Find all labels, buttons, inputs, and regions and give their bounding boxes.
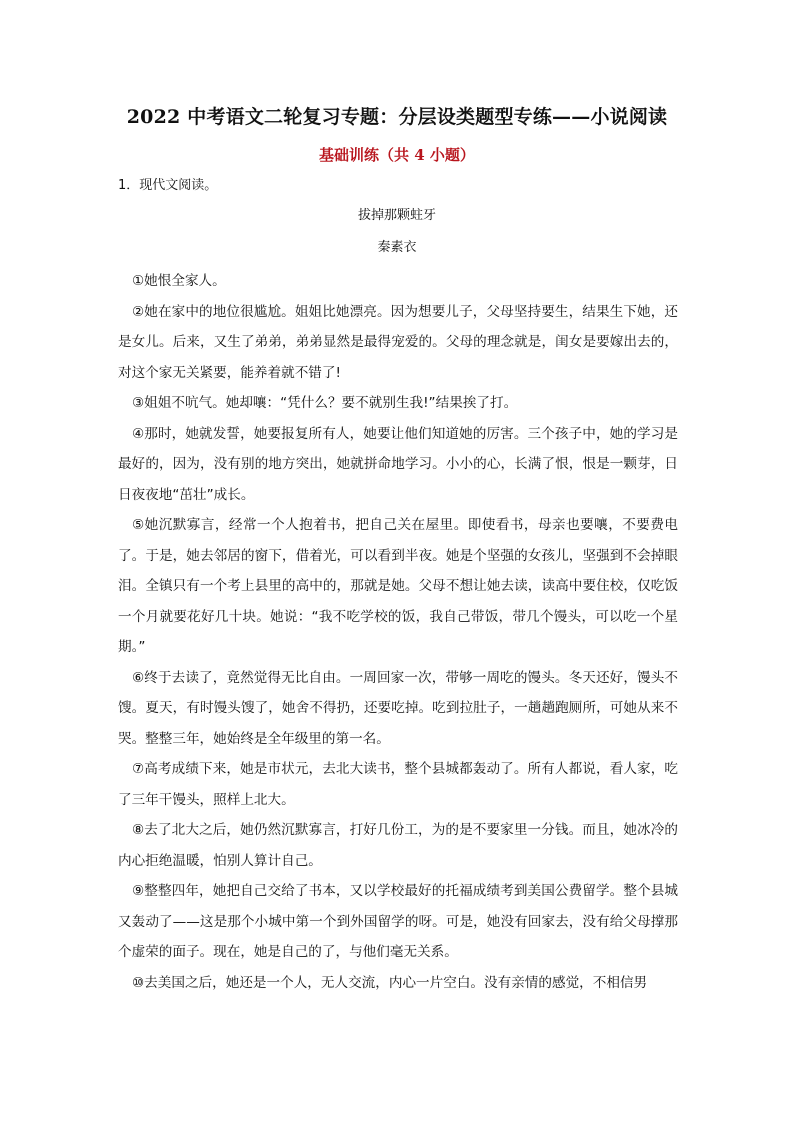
paragraph: ②她在家中的地位很尴尬。姐姐比她漂亮。因为想要儿子，父母坚持要生，结果生下她，还是女儿。后来，又生了弟弟，弟弟显然是最得宠爱的。父母的理念就是，闺女是要嫁出去的，对这个家无关紧要，能养着就不错了! — [118, 303, 678, 381]
document-subtitle: 基础训练（共 4 小题） — [319, 146, 475, 164]
paragraph: ④那时，她就发誓，她要报复所有人，她要让他们知道她的厉害。三个孩子中，她的学习是最好的，因为，没有别的地方突出，她就拼命地学习。小小的心，长满了恨，恨是一颗芽，日日夜夜地“茁壮”成长。 — [118, 425, 678, 503]
article-body — [118, 266, 678, 998]
paragraph: ⑤她沉默寡言，经常一个人抱着书，把自己关在屋里。即使看书，母亲也要嚷，不要费电了。于是，她去邻居的窗下，借着光，可以看到半夜。她是个坚强的女孩儿，坚强到不会掉眼泪。全镇只有一个考上县里的高中的，那就是她。父母不想让她去读，读高中要住校，仅吃饭一个月就要花好几十块。她说：“我不吃学校的饭，我自己带饭，带几个馒头，可以吃一个星期。” — [118, 517, 678, 655]
article-author: 秦素衣 — [377, 240, 417, 255]
article-title: 拔掉那颗蛀牙 — [357, 208, 436, 223]
paragraph: ⑥终于去读了，竟然觉得无比自由。一周回家一次，带够一周吃的馒头。冬天还好，馒头不馊。夏天，有时馒头馊了，她舍不得扔，还要吃掉。吃到拉肚子，一趟趟跑厕所，可她从来不哭。整整三年，她始终是全年级里的第一名。 — [118, 669, 678, 747]
question-label: 1．现代文阅读。 — [118, 178, 218, 193]
paragraph: ⑨整整四年，她把自己交给了书本，又以学校最好的托福成绩考到美国公费留学。整个县城又轰动了——这是那个小城中第一个到外国留学的呀。可是，她没有回家去，没有给父母撑那个虚荣的面子。现在，她是自己的了，与他们毫无关系。 — [118, 883, 678, 960]
paragraph: ③姐姐不吭气。她却嚷：“凭什么？要不就别生我!”结果挨了打。 — [132, 395, 518, 411]
paragraph: ⑦高考成绩下来，她是市状元，去北大读书，整个县城都轰动了。所有人都说，看人家，吃了三年干馒头，照样上北大。 — [118, 761, 678, 808]
paragraph: ①她恨全家人。 — [132, 273, 226, 289]
document-title: 2022 中考语文二轮复习专题：分层设类题型专练——小说阅读 — [126, 106, 668, 128]
paragraph: ⑧去了北大之后，她仍然沉默寡言，打好几份工，为的是不要家里一分钱。而且，她冰冷的内心拒绝温暖，怕别人算计自己。 — [118, 822, 678, 869]
paragraph: ⑩去美国之后，她还是一个人，无人交流，内心一片空白。没有亲情的感觉，不相信男 — [132, 974, 648, 991]
